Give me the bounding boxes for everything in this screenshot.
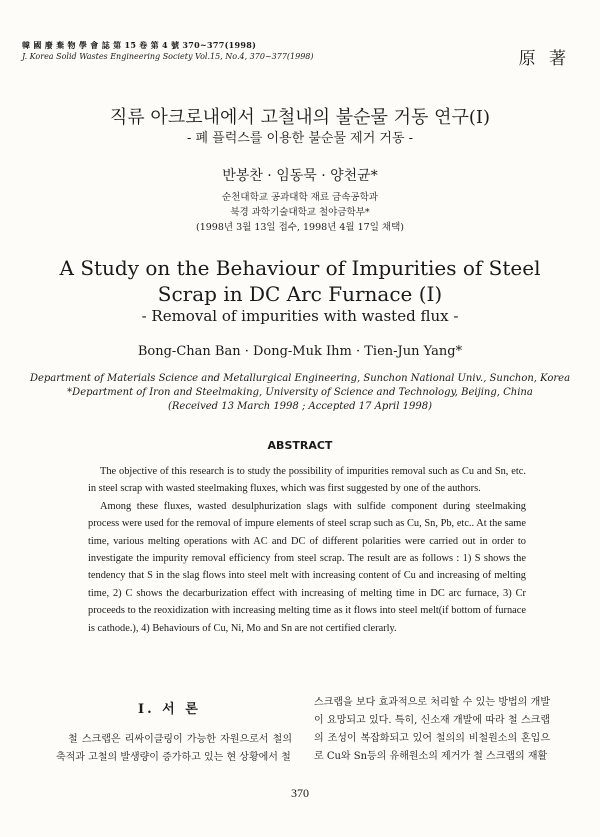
page-number: 370 <box>291 786 309 800</box>
section-heading-introduction: Ⅰ. 서 론 <box>138 702 201 717</box>
abstract-body <box>88 463 526 637</box>
english-affiliation-2: *Department of Iron and Steelmaking, University of Science and Technology, Beijing, China <box>67 387 533 398</box>
english-title-line-1: A Study on the Behaviour of Impurities of Steel <box>59 256 541 280</box>
intro-left-column: 철 스크랩은 리싸이클링이 가능한 자원으로서 철의 축적과 고철의 발생량이 증가하고 있는 현 상황에서 철 <box>56 734 292 763</box>
article-type-tag: 原 著 <box>518 49 570 69</box>
english-authors: Bong-Chan Ban · Dong-Muk Ihm · Tien-Jun Yang* <box>137 344 463 359</box>
english-title <box>0 255 600 307</box>
korean-title: 직류 아크로내에서 고철내의 불순물 거동 연구(Ⅰ) <box>109 107 491 128</box>
abstract-paragraph-2: Among these fluxes, wasted desulphurization slags with sulfide component during steelmaking process were used for the removal of impure elements of steel scrap such as Cu, Sn, Pb, etc.. At the same time, various melting operations with AC and DC of different polarities were carried out in order to investigate the impurity removal efficiency from steel scrap. The result are as follows : 1) S shows the tendency that S in the slag flows into steel melt with increasing content of Cu and increasing of melting time, 2) C shows the decarburization effect with increasing of melting time in DC arc furnace, 3) Cr proceeds to the reoxidization with increasing melting time as it flows into steel melt(if bottom of furnace is cathode.), 4) Behaviours of Cu, Ni, Mo and Sn are not certified clerarly. <box>88 500 526 634</box>
korean-affiliation-2: 북경 과학기술대학교 철야금학부* <box>230 207 370 218</box>
korean-dates: (1998년 3월 13일 접수, 1998년 4월 17일 채택) <box>196 222 404 233</box>
korean-subtitle: - 폐 플럭스를 이용한 불순물 제거 거동 - <box>186 131 414 146</box>
abstract-heading: ABSTRACT <box>267 439 333 452</box>
english-affiliation-1: Department of Materials Science and Metallurgical Engineering, Sunchon National Univ., Sunchon, Korea <box>29 373 571 384</box>
korean-affiliation-1: 순천대학교 공과대학 재료 금속공학과 <box>222 192 378 203</box>
english-dates: (Received 13 March 1998 ; Accepted 17 April 1998) <box>168 401 432 412</box>
journal-header-english: J. Korea Solid Wastes Engineering Society Vol.15, No.4, 370~377(1998) <box>22 52 314 61</box>
korean-authors: 반봉찬 · 임동묵 · 양천균* <box>222 168 378 184</box>
intro-right-column: 스크랩을 보다 효과적으로 처리할 수 있는 방법의 개발이 요망되고 있다. 특히, 신소재 개발에 따라 철 스크랩의 조성이 복잡화되고 있어 철의의 비철원소의 혼입으로 Cu와 Sn등의 유해원소의 제거가 철 스크랩의 재활 <box>314 697 550 762</box>
journal-header <box>22 40 314 62</box>
english-title-line-2: Scrap in DC Arc Furnace (Ⅰ) <box>157 282 443 306</box>
korean-affiliations <box>0 190 600 235</box>
abstract-paragraph-1: The objective of this research is to study the possibility of impurities removal such as Cu and Sn, etc. in steel scrap with wasted steelmaking fluxes, which was first suggested by one of the authors. <box>88 466 526 495</box>
journal-header-korean: 韓 國 廢 棄 物 學 會 誌 第 15 卷 第 4 號 370~377(1998) <box>22 40 257 50</box>
english-subtitle: - Removal of impurities with wasted flux - <box>141 307 459 325</box>
english-affiliations <box>0 372 600 414</box>
